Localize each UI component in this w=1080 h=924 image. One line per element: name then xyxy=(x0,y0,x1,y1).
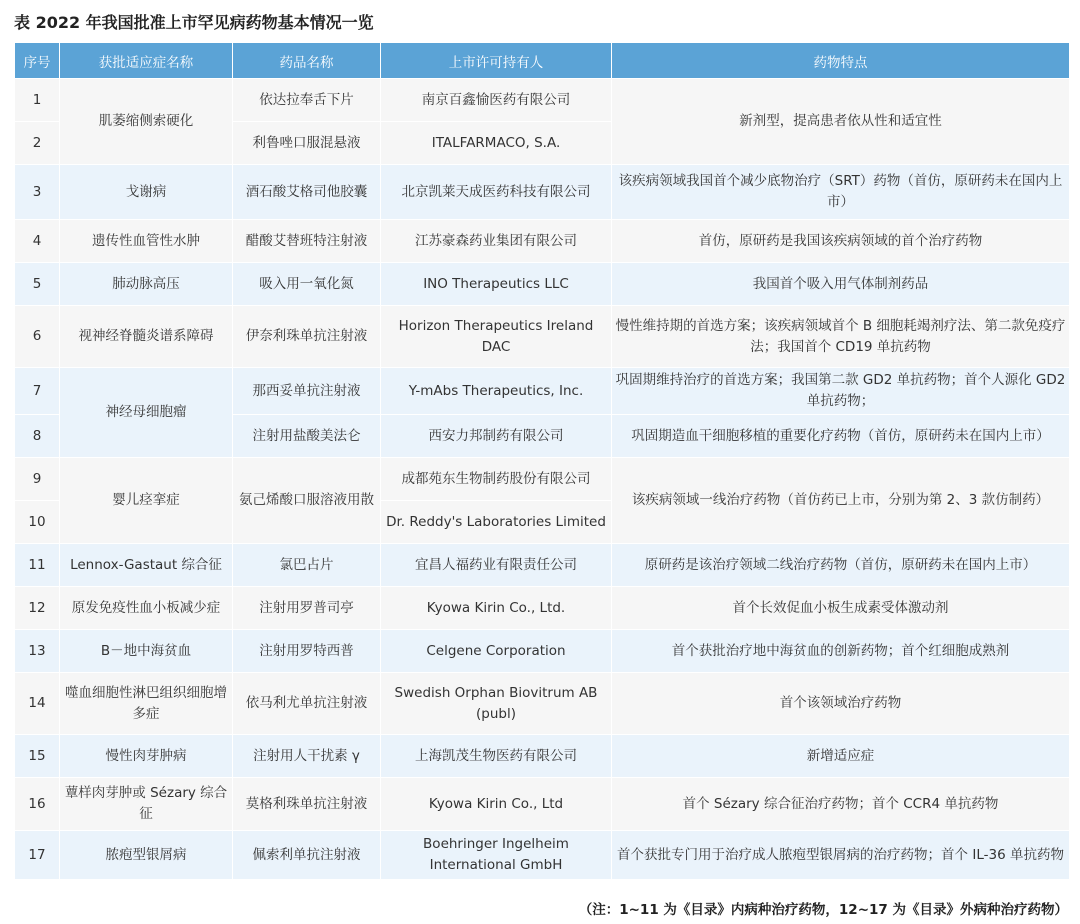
cell-no: 8 xyxy=(15,415,60,458)
header-holder: 上市许可持有人 xyxy=(381,43,612,79)
cell-drug: 氨己烯酸口服溶液用散 xyxy=(233,458,381,544)
cell-drug: 注射用盐酸美法仑 xyxy=(233,415,381,458)
cell-holder: Y-mAbs Therapeutics, Inc. xyxy=(381,368,612,415)
cell-indication: 肺动脉高压 xyxy=(60,263,233,306)
cell-feature: 首个长效促血小板生成素受体激动剂 xyxy=(612,587,1070,630)
cell-drug: 伊奈利珠单抗注射液 xyxy=(233,306,381,368)
cell-holder: Celgene Corporation xyxy=(381,630,612,673)
cell-drug: 吸入用一氧化氮 xyxy=(233,263,381,306)
cell-no: 4 xyxy=(15,220,60,263)
cell-drug: 酒石酸艾格司他胶囊 xyxy=(233,165,381,220)
table-row xyxy=(15,831,1070,880)
cell-feature: 首个获批专门用于治疗成人脓疱型银屑病的治疗药物；首个 IL-36 单抗药物 xyxy=(612,831,1070,880)
cell-feature: 慢性维持期的首选方案；该疾病领域首个 B 细胞耗竭剂疗法、第二款免疫疗法；我国首个 CD19 单抗药物 xyxy=(612,306,1070,368)
cell-drug: 佩索利单抗注射液 xyxy=(233,831,381,880)
cell-feature: 巩固期维持治疗的首选方案；我国第二款 GD2 单抗药物；首个人源化 GD2 单抗药物； xyxy=(612,368,1070,415)
cell-no: 7 xyxy=(15,368,60,415)
cell-feature: 首个 Sézary 综合征治疗药物；首个 CCR4 单抗药物 xyxy=(612,778,1070,831)
cell-drug: 利鲁唑口服混悬液 xyxy=(233,122,381,165)
header-no: 序号 xyxy=(15,43,60,79)
cell-indication: 慢性肉芽肿病 xyxy=(60,735,233,778)
cell-holder: Kyowa Kirin Co., Ltd. xyxy=(381,587,612,630)
cell-holder: Kyowa Kirin Co., Ltd xyxy=(381,778,612,831)
table-header-row xyxy=(15,43,1070,79)
rare-disease-drug-table xyxy=(14,42,1070,880)
table-row xyxy=(15,263,1070,306)
cell-no: 6 xyxy=(15,306,60,368)
header-feature: 药物特点 xyxy=(612,43,1070,79)
cell-feature: 新剂型，提高患者依从性和适宜性 xyxy=(612,79,1070,165)
cell-indication: 婴儿痉挛症 xyxy=(60,458,233,544)
cell-holder: 成都苑东生物制药股份有限公司 xyxy=(381,458,612,501)
cell-holder: INO Therapeutics LLC xyxy=(381,263,612,306)
header-drug: 药品名称 xyxy=(233,43,381,79)
cell-feature: 首个该领域治疗药物 xyxy=(612,673,1070,735)
cell-drug: 那西妥单抗注射液 xyxy=(233,368,381,415)
cell-no: 10 xyxy=(15,501,60,544)
cell-feature: 首个获批治疗地中海贫血的创新药物；首个红细胞成熟剂 xyxy=(612,630,1070,673)
cell-holder: 上海凯茂生物医药有限公司 xyxy=(381,735,612,778)
cell-no: 11 xyxy=(15,544,60,587)
cell-drug: 依达拉奉舌下片 xyxy=(233,79,381,122)
table-row xyxy=(15,165,1070,220)
cell-indication: 肌萎缩侧索硬化 xyxy=(60,79,233,165)
table-row xyxy=(15,544,1070,587)
cell-no: 1 xyxy=(15,79,60,122)
cell-holder: Swedish Orphan Biovitrum AB (publ) xyxy=(381,673,612,735)
cell-holder: Boehringer Ingelheim International GmbH xyxy=(381,831,612,880)
cell-drug: 莫格利珠单抗注射液 xyxy=(233,778,381,831)
cell-no: 5 xyxy=(15,263,60,306)
cell-feature: 原研药是该治疗领域二线治疗药物（首仿，原研药未在国内上市） xyxy=(612,544,1070,587)
cell-indication: Lennox-Gastaut 综合征 xyxy=(60,544,233,587)
cell-no: 3 xyxy=(15,165,60,220)
cell-drug: 注射用人干扰素 γ xyxy=(233,735,381,778)
cell-indication: 原发免疫性血小板减少症 xyxy=(60,587,233,630)
cell-holder: Horizon Therapeutics Ireland DAC xyxy=(381,306,612,368)
cell-no: 9 xyxy=(15,458,60,501)
table-row xyxy=(15,220,1070,263)
cell-no: 17 xyxy=(15,831,60,880)
cell-indication: 戈谢病 xyxy=(60,165,233,220)
cell-holder: 江苏豪森药业集团有限公司 xyxy=(381,220,612,263)
table-row xyxy=(15,79,1070,122)
cell-feature: 该疾病领域一线治疗药物（首仿药已上市，分别为第 2、3 款仿制药） xyxy=(612,458,1070,544)
cell-indication: 噬血细胞性淋巴组织细胞增多症 xyxy=(60,673,233,735)
table-footnote: （注：1~11 为《目录》内病种治疗药物，12~17 为《目录》外病种治疗药物） xyxy=(578,902,1068,918)
cell-feature: 首仿，原研药是我国该疾病领域的首个治疗药物 xyxy=(612,220,1070,263)
table-row xyxy=(15,368,1070,415)
cell-holder: ITALFARMACO, S.A. xyxy=(381,122,612,165)
cell-holder: 南京百鑫愉医药有限公司 xyxy=(381,79,612,122)
table-caption: 表 2022 年我国批准上市罕见病药物基本情况一览 xyxy=(14,13,374,32)
cell-holder: Dr. Reddy's Laboratories Limited xyxy=(381,501,612,544)
cell-no: 15 xyxy=(15,735,60,778)
table-row xyxy=(15,587,1070,630)
cell-drug: 注射用罗普司亭 xyxy=(233,587,381,630)
cell-indication: 蕈样肉芽肿或 Sézary 综合征 xyxy=(60,778,233,831)
cell-feature: 新增适应症 xyxy=(612,735,1070,778)
cell-indication: 视神经脊髓炎谱系障碍 xyxy=(60,306,233,368)
cell-no: 14 xyxy=(15,673,60,735)
cell-drug: 依马利尤单抗注射液 xyxy=(233,673,381,735)
cell-no: 12 xyxy=(15,587,60,630)
table-row xyxy=(15,735,1070,778)
table-row xyxy=(15,778,1070,831)
cell-indication: Β－地中海贫血 xyxy=(60,630,233,673)
cell-holder: 宜昌人福药业有限责任公司 xyxy=(381,544,612,587)
cell-feature: 我国首个吸入用气体制剂药品 xyxy=(612,263,1070,306)
cell-drug: 氯巴占片 xyxy=(233,544,381,587)
cell-no: 16 xyxy=(15,778,60,831)
cell-feature: 该疾病领域我国首个减少底物治疗（SRT）药物（首仿，原研药未在国内上市） xyxy=(612,165,1070,220)
header-indication: 获批适应症名称 xyxy=(60,43,233,79)
table-row xyxy=(15,673,1070,735)
cell-indication: 脓疱型银屑病 xyxy=(60,831,233,880)
table-row xyxy=(15,306,1070,368)
cell-holder: 西安力邦制药有限公司 xyxy=(381,415,612,458)
cell-no: 13 xyxy=(15,630,60,673)
table-row xyxy=(15,630,1070,673)
cell-no: 2 xyxy=(15,122,60,165)
table-row xyxy=(15,458,1070,501)
cell-drug: 注射用罗特西普 xyxy=(233,630,381,673)
cell-indication: 遗传性血管性水肿 xyxy=(60,220,233,263)
cell-feature: 巩固期造血干细胞移植的重要化疗药物（首仿，原研药未在国内上市） xyxy=(612,415,1070,458)
cell-drug: 醋酸艾替班特注射液 xyxy=(233,220,381,263)
cell-indication: 神经母细胞瘤 xyxy=(60,368,233,458)
cell-holder: 北京凯莱天成医药科技有限公司 xyxy=(381,165,612,220)
